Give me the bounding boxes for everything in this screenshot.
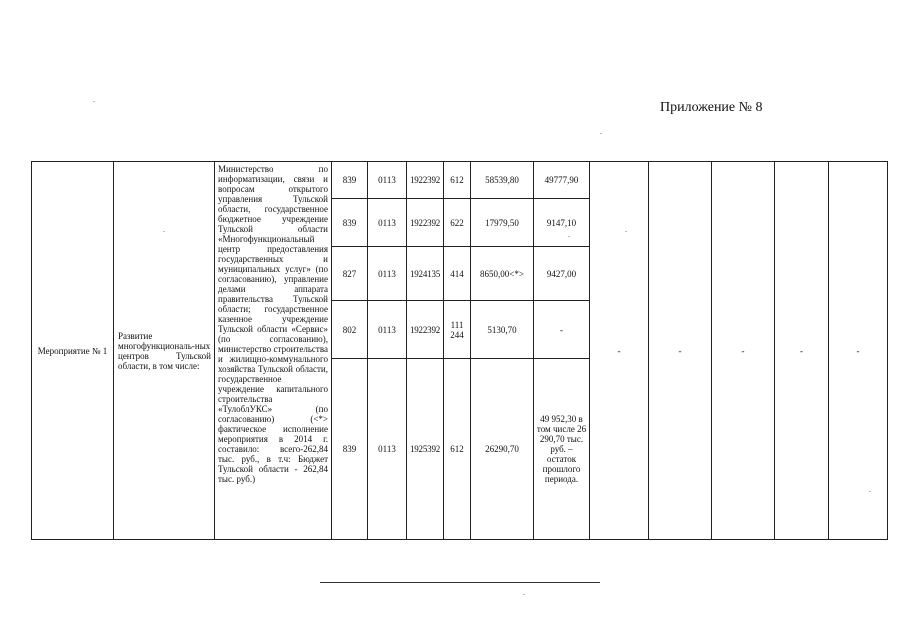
vr-cell: 612	[444, 359, 471, 540]
scan-speck	[869, 491, 871, 492]
grbs-cell: 839	[332, 199, 368, 247]
rzpr-cell: 0113	[368, 247, 407, 301]
sum-2015-cell: 9147,10	[534, 199, 590, 247]
vr-cell: 111 244	[444, 301, 471, 359]
csr-cell: 1922392	[407, 162, 444, 199]
grbs-cell: 827	[332, 247, 368, 301]
event-name-cell: Развитие многофункциональ-ных центров Тульской области, в том числе:	[114, 162, 215, 540]
sum-2014-cell: 5130,70	[471, 301, 534, 359]
csr-cell: 1922392	[407, 301, 444, 359]
csr-cell: 1922392	[407, 199, 444, 247]
dash-cell: -	[775, 162, 829, 540]
rzpr-cell: 0113	[368, 301, 407, 359]
scan-speck	[523, 594, 525, 595]
scan-speck	[163, 231, 165, 232]
dash-cell: -	[649, 162, 712, 540]
sum-2015-note-cell: 49 952,30 в том числе 26 290,70 тыс. руб. – остаток прошлого периода.	[534, 359, 590, 540]
grbs-cell: 839	[332, 162, 368, 199]
sum-2015-cell: 49777,90	[534, 162, 590, 199]
scan-speck	[93, 101, 95, 102]
sum-2014-cell: 26290,70	[471, 359, 534, 540]
event-cell: Мероприятие № 1	[32, 162, 114, 540]
bottom-separator-line	[320, 582, 600, 583]
rzpr-cell: 0113	[368, 199, 407, 247]
rzpr-cell: 0113	[368, 162, 407, 199]
sum-2014-cell: 17979,50	[471, 199, 534, 247]
vr-cell: 622	[444, 199, 471, 247]
budget-table	[31, 161, 888, 540]
appendix-number: Приложение № 8	[660, 100, 763, 115]
csr-cell: 1925392	[407, 359, 444, 540]
scan-speck	[568, 236, 570, 237]
table-row	[32, 162, 888, 199]
grbs-cell: 802	[332, 301, 368, 359]
vr-cell: 612	[444, 162, 471, 199]
grbs-cell: 839	[332, 359, 368, 540]
executors-cell: Министерство по информатизации, связи и вопросам открытого управления Тульской области, государственное бюджетное учреждение Тульской области «Многофункциональный центр предоставления государственных и муниципальных услуг» (по согласованию), управление делами аппарата правительства Тульской области; государственное казенное учреждение Тульской области «Сервис» (по согласованию), министерство строительства и жилищно-коммунального хозяйства Тульской области, государственное учреждение капитального строительства «ТулоблУКС» (по согласованию) (<*> фактическое исполнение мероприятия в 2014 г. составило: всего-262,84 тыс. руб., в т.ч: Бюджет Тульской области - 262,84 тыс. руб.)	[215, 162, 332, 540]
dash-cell: -	[712, 162, 775, 540]
sum-2014-cell: 8650,00<*>	[471, 247, 534, 301]
csr-cell: 1924135	[407, 247, 444, 301]
dash-cell: -	[590, 162, 649, 540]
scan-speck	[600, 133, 602, 134]
sum-2015-cell: -	[534, 301, 590, 359]
sum-2014-cell: 58539,80	[471, 162, 534, 199]
scan-speck	[625, 231, 627, 232]
sum-2015-cell: 9427,00	[534, 247, 590, 301]
dash-cell: -	[829, 162, 888, 540]
vr-cell: 414	[444, 247, 471, 301]
rzpr-cell: 0113	[368, 359, 407, 540]
